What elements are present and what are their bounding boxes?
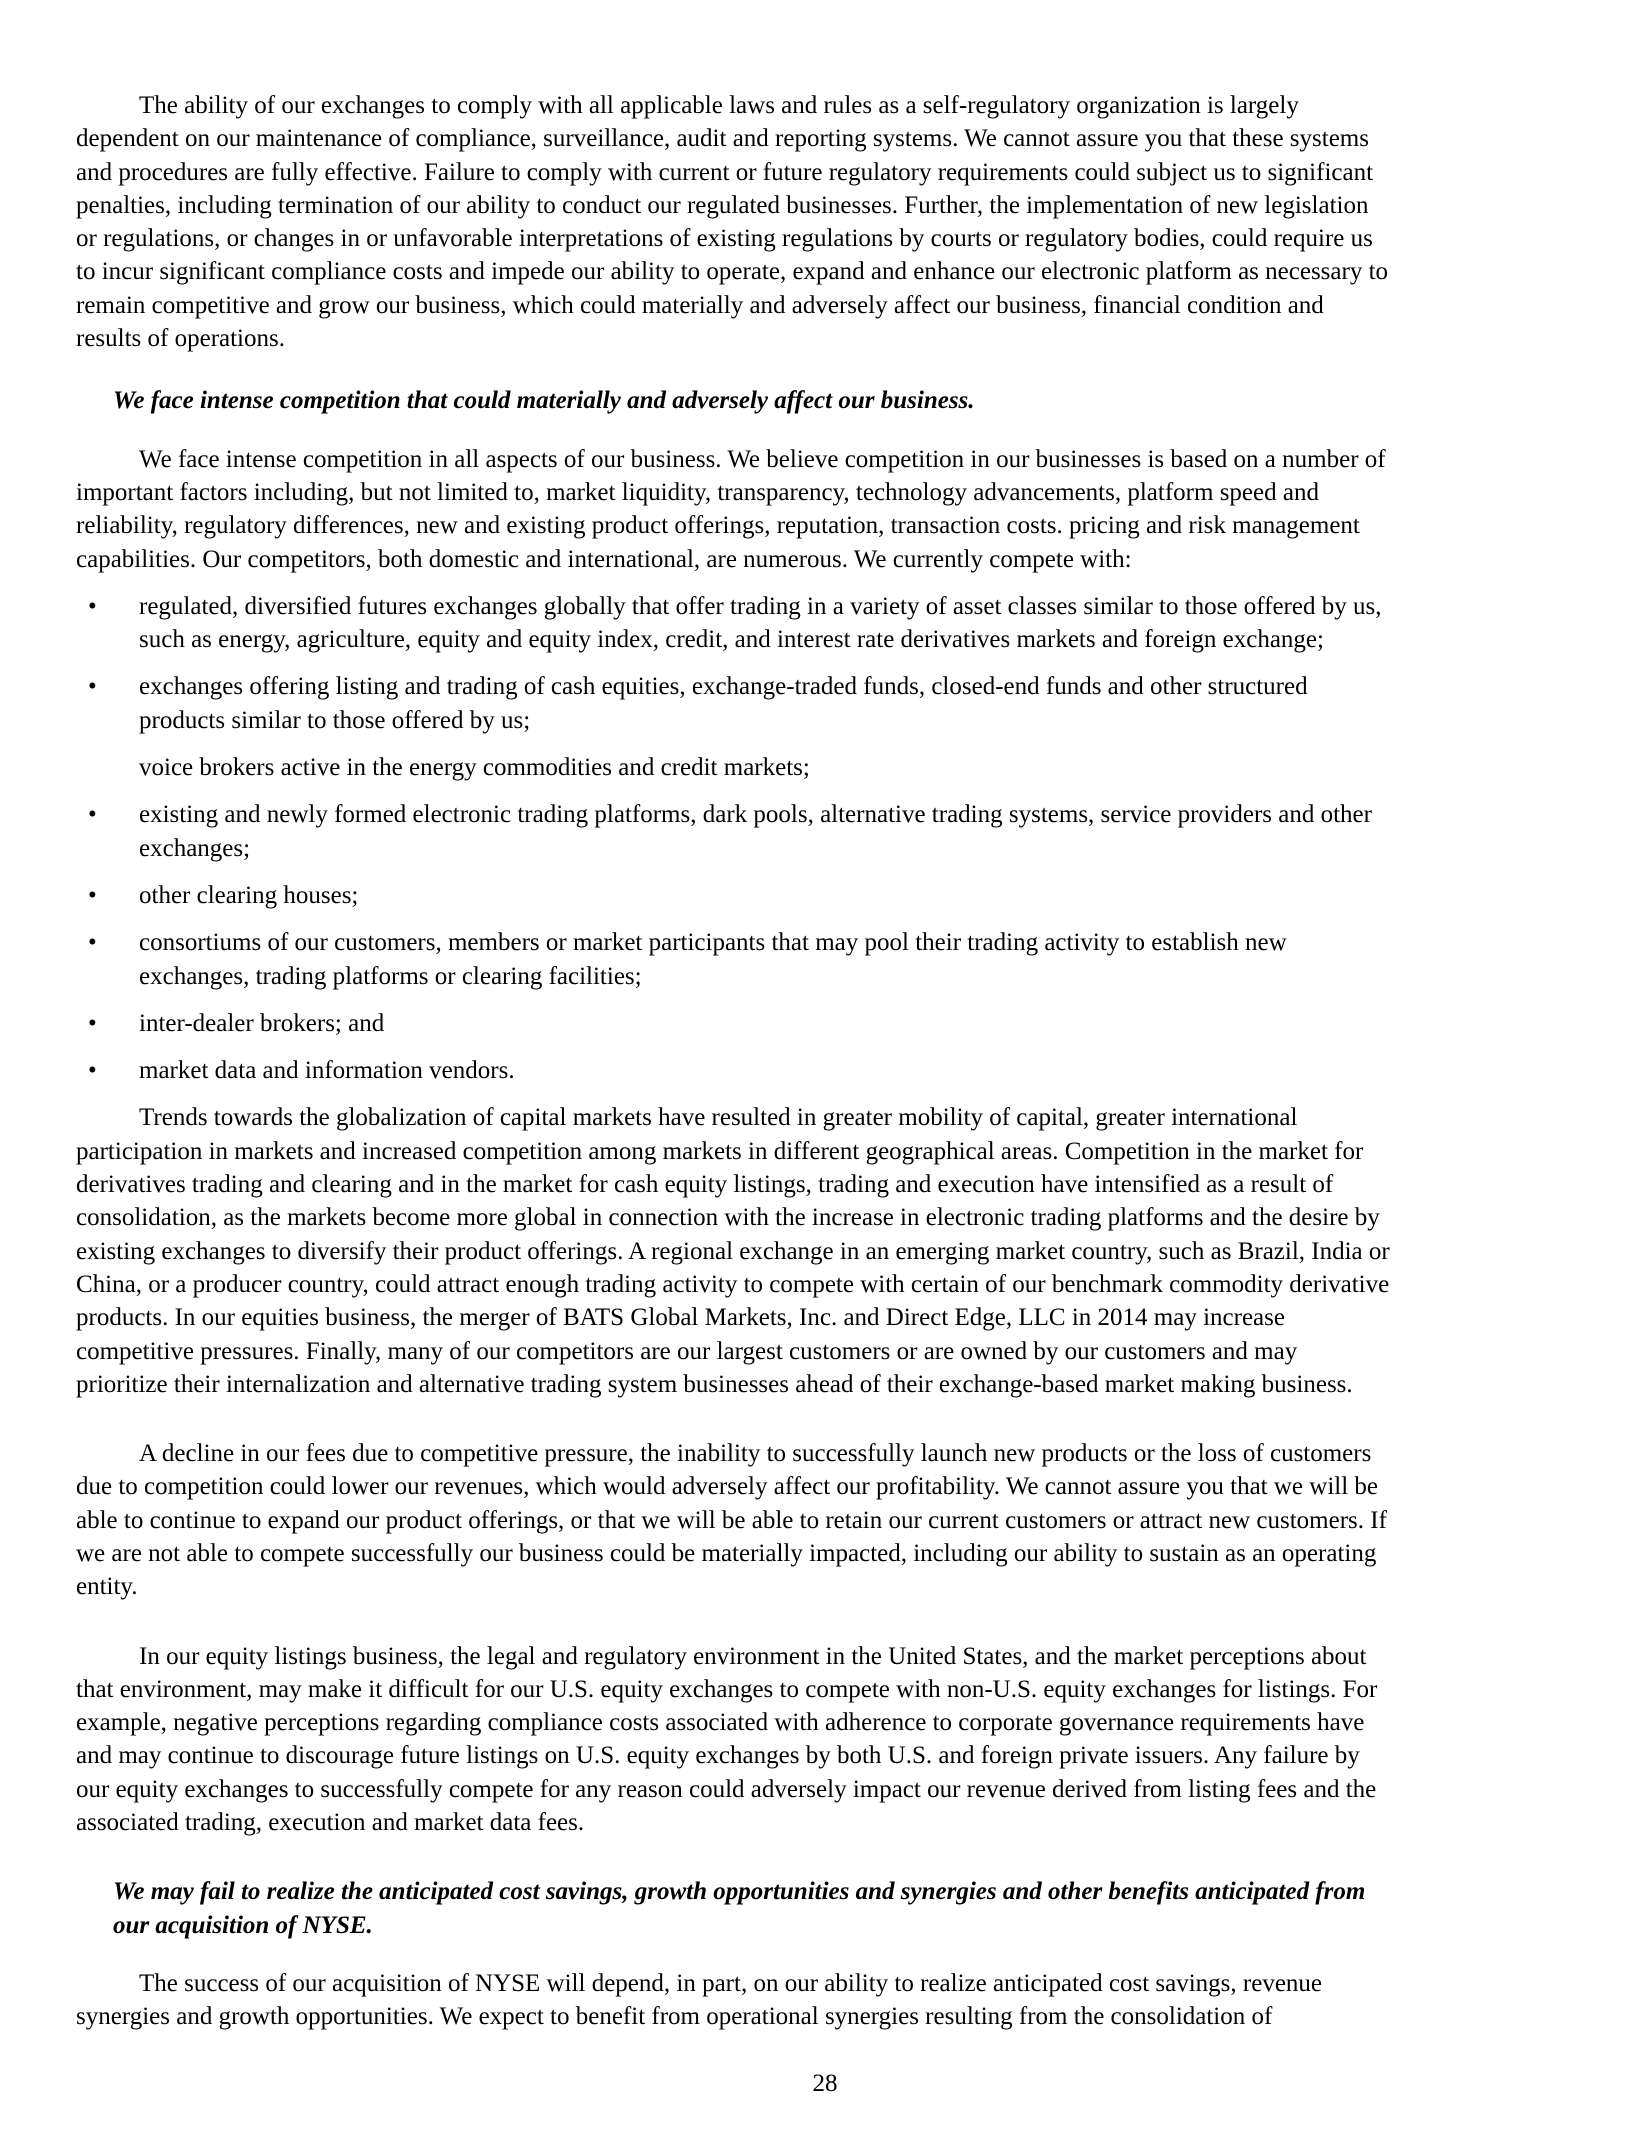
text-line: exchanges, trading platforms or clearing facilities; xyxy=(139,962,642,990)
bullet-item xyxy=(76,670,1556,737)
paragraph xyxy=(76,1640,1556,1840)
text-line: We may fail to realize the anticipated cost savings, growth opportunities and synergies and other benefits anticipated from xyxy=(113,1878,1366,1906)
text-line: other clearing houses; xyxy=(139,881,359,909)
text-line: derivatives trading and clearing and in the market for cash equity listings, trading and execution have intensified as a result of xyxy=(76,1171,1334,1199)
page-number: 28 xyxy=(812,2070,838,2097)
bullet-icon: • xyxy=(88,881,97,909)
bullet-icon: • xyxy=(88,929,97,957)
text-line: market data and information vendors. xyxy=(139,1057,515,1085)
text-line: consortiums of our customers, members or market participants that may pool their trading activity to establish new xyxy=(139,929,1287,957)
text-line: that environment, may make it difficult for our U.S. equity exchanges to compete with non-U.S. equity exchanges for listings. For xyxy=(76,1675,1378,1703)
text-line: participation in markets and increased competition among markets in different geographical areas. Competition in the market for xyxy=(76,1137,1364,1165)
text-line: results of operations. xyxy=(76,325,285,353)
text-line: our equity exchanges to successfully compete for any reason could adversely impact our revenue derived from listing fees and the xyxy=(76,1775,1377,1803)
bullet-item xyxy=(76,879,1556,912)
text-line: associated trading, execution and market data fees. xyxy=(76,1809,585,1837)
text-line: to incur significant compliance costs and impede our ability to operate, expand and enhance our electronic platform as necessary to xyxy=(76,258,1389,286)
text-line: voice brokers active in the energy commodities and credit markets; xyxy=(139,754,810,782)
bullet-icon: • xyxy=(88,1057,97,1085)
bullet-item xyxy=(76,1007,1556,1040)
text-line: competitive pressures. Finally, many of our competitors are our largest customers or are owned by our customers and may xyxy=(76,1337,1298,1365)
text-line: and may continue to discourage future listings on U.S. equity exchanges by both U.S. and foreign private issuers. Any failure by xyxy=(76,1742,1360,1770)
document-body xyxy=(76,89,1556,2034)
text-line: products similar to those offered by us; xyxy=(139,706,531,734)
paragraph xyxy=(76,89,1556,355)
paragraph xyxy=(76,1101,1556,1401)
section-heading xyxy=(76,1875,1556,1942)
bullet-icon: • xyxy=(88,592,97,620)
text-line: dependent on our maintenance of compliance, surveillance, audit and reporting systems. We cannot assure you that these systems xyxy=(76,125,1369,153)
text-line: remain competitive and grow our business, which could materially and adversely affect our business, financial condition and xyxy=(76,291,1324,319)
text-line: our acquisition of NYSE. xyxy=(113,1911,373,1939)
text-line: synergies and growth opportunities. We expect to benefit from operational synergies resulting from the consolidation of xyxy=(76,2003,1273,2031)
text-line: China, or a producer country, could attract enough trading activity to compete with certain of our benchmark commodity derivative xyxy=(76,1270,1390,1298)
text-line: important factors including, but not limited to, market liquidity, transparency, technology advancements, platform speed and xyxy=(76,478,1319,506)
bullet-item xyxy=(76,798,1556,865)
text-line: such as energy, agriculture, equity and equity index, credit, and interest rate derivatives markets and foreign exchange; xyxy=(139,626,1324,654)
text-line: entity. xyxy=(76,1573,138,1601)
paragraph xyxy=(76,1967,1556,2034)
text-line: In our equity listings business, the legal and regulatory environment in the United States, and the market perceptions about xyxy=(139,1642,1367,1670)
text-line: due to competition could lower our revenues, which would adversely affect our profitability. We cannot assure you that we will be xyxy=(76,1473,1379,1501)
paragraph xyxy=(76,1437,1556,1603)
text-line: we are not able to compete successfully our business could be materially impacted, including our ability to sustain as an operating xyxy=(76,1539,1377,1567)
section-heading xyxy=(76,384,1556,417)
text-line: Trends towards the globalization of capital markets have resulted in greater mobility of capital, greater international xyxy=(139,1104,1298,1132)
text-line: We face intense competition that could materially and adversely affect our business. xyxy=(113,387,975,415)
bullet-item xyxy=(76,751,1556,784)
bullet-item xyxy=(76,1054,1556,1087)
text-line: and procedures are fully effective. Failure to comply with current or future regulatory requirements could subject us to significant xyxy=(76,158,1374,186)
text-line: example, negative perceptions regarding compliance costs associated with adherence to corporate governance requirements have xyxy=(76,1709,1365,1737)
text-line: existing exchanges to diversify their product offerings. A regional exchange in an emerging market country, such as Brazil, India or xyxy=(76,1237,1390,1265)
text-line: able to continue to expand our product offerings, or that we will be able to retain our current customers or attract new customers. If xyxy=(76,1506,1387,1534)
text-line: exchanges offering listing and trading of cash equities, exchange-traded funds, closed-end funds and other structured xyxy=(139,673,1308,701)
bullet-icon: • xyxy=(88,1009,97,1037)
bullet-icon: • xyxy=(88,801,97,829)
text-line: prioritize their internalization and alternative trading system businesses ahead of their exchange-based market making business. xyxy=(76,1370,1353,1398)
paragraph xyxy=(76,443,1556,576)
bullet-item xyxy=(76,926,1556,993)
text-line: reliability, regulatory differences, new and existing product offerings, reputation, transaction costs. pricing and risk management xyxy=(76,512,1360,540)
text-line: The ability of our exchanges to comply with all applicable laws and rules as a self-regulatory organization is largely xyxy=(139,92,1299,119)
text-line: inter-dealer brokers; and xyxy=(139,1009,385,1037)
text-line: capabilities. Our competitors, both domestic and international, are numerous. We currently compete with: xyxy=(76,545,1132,573)
text-line: The success of our acquisition of NYSE will depend, in part, on our ability to realize anticipated cost savings, revenue xyxy=(139,1969,1323,1997)
bullet-item xyxy=(76,590,1556,657)
text-line: regulated, diversified futures exchanges globally that offer trading in a variety of asset classes similar to those offered by us, xyxy=(139,592,1382,620)
text-line: existing and newly formed electronic trading platforms, dark pools, alternative trading systems, service providers and other xyxy=(139,801,1372,829)
text-line: exchanges; xyxy=(139,834,251,862)
text-line: A decline in our fees due to competitive pressure, the inability to successfully launch new products or the loss of customers xyxy=(139,1440,1372,1468)
text-line: or regulations, or changes in or unfavorable interpretations of existing regulations by courts or regulatory bodies, could require us xyxy=(76,225,1373,253)
text-line: products. In our equities business, the merger of BATS Global Markets, Inc. and Direct Edge, LLC in 2014 may increase xyxy=(76,1304,1285,1332)
text-line: penalties, including termination of our ability to conduct our regulated businesses. Further, the implementation of new legislation xyxy=(76,191,1369,219)
bullet-icon: • xyxy=(88,673,97,701)
text-line: We face intense competition in all aspects of our business. We believe competition in our businesses is based on a number of xyxy=(139,445,1386,473)
text-line: consolidation, as the markets become more global in connection with the increase in electronic trading platforms and the desire by xyxy=(76,1204,1380,1232)
